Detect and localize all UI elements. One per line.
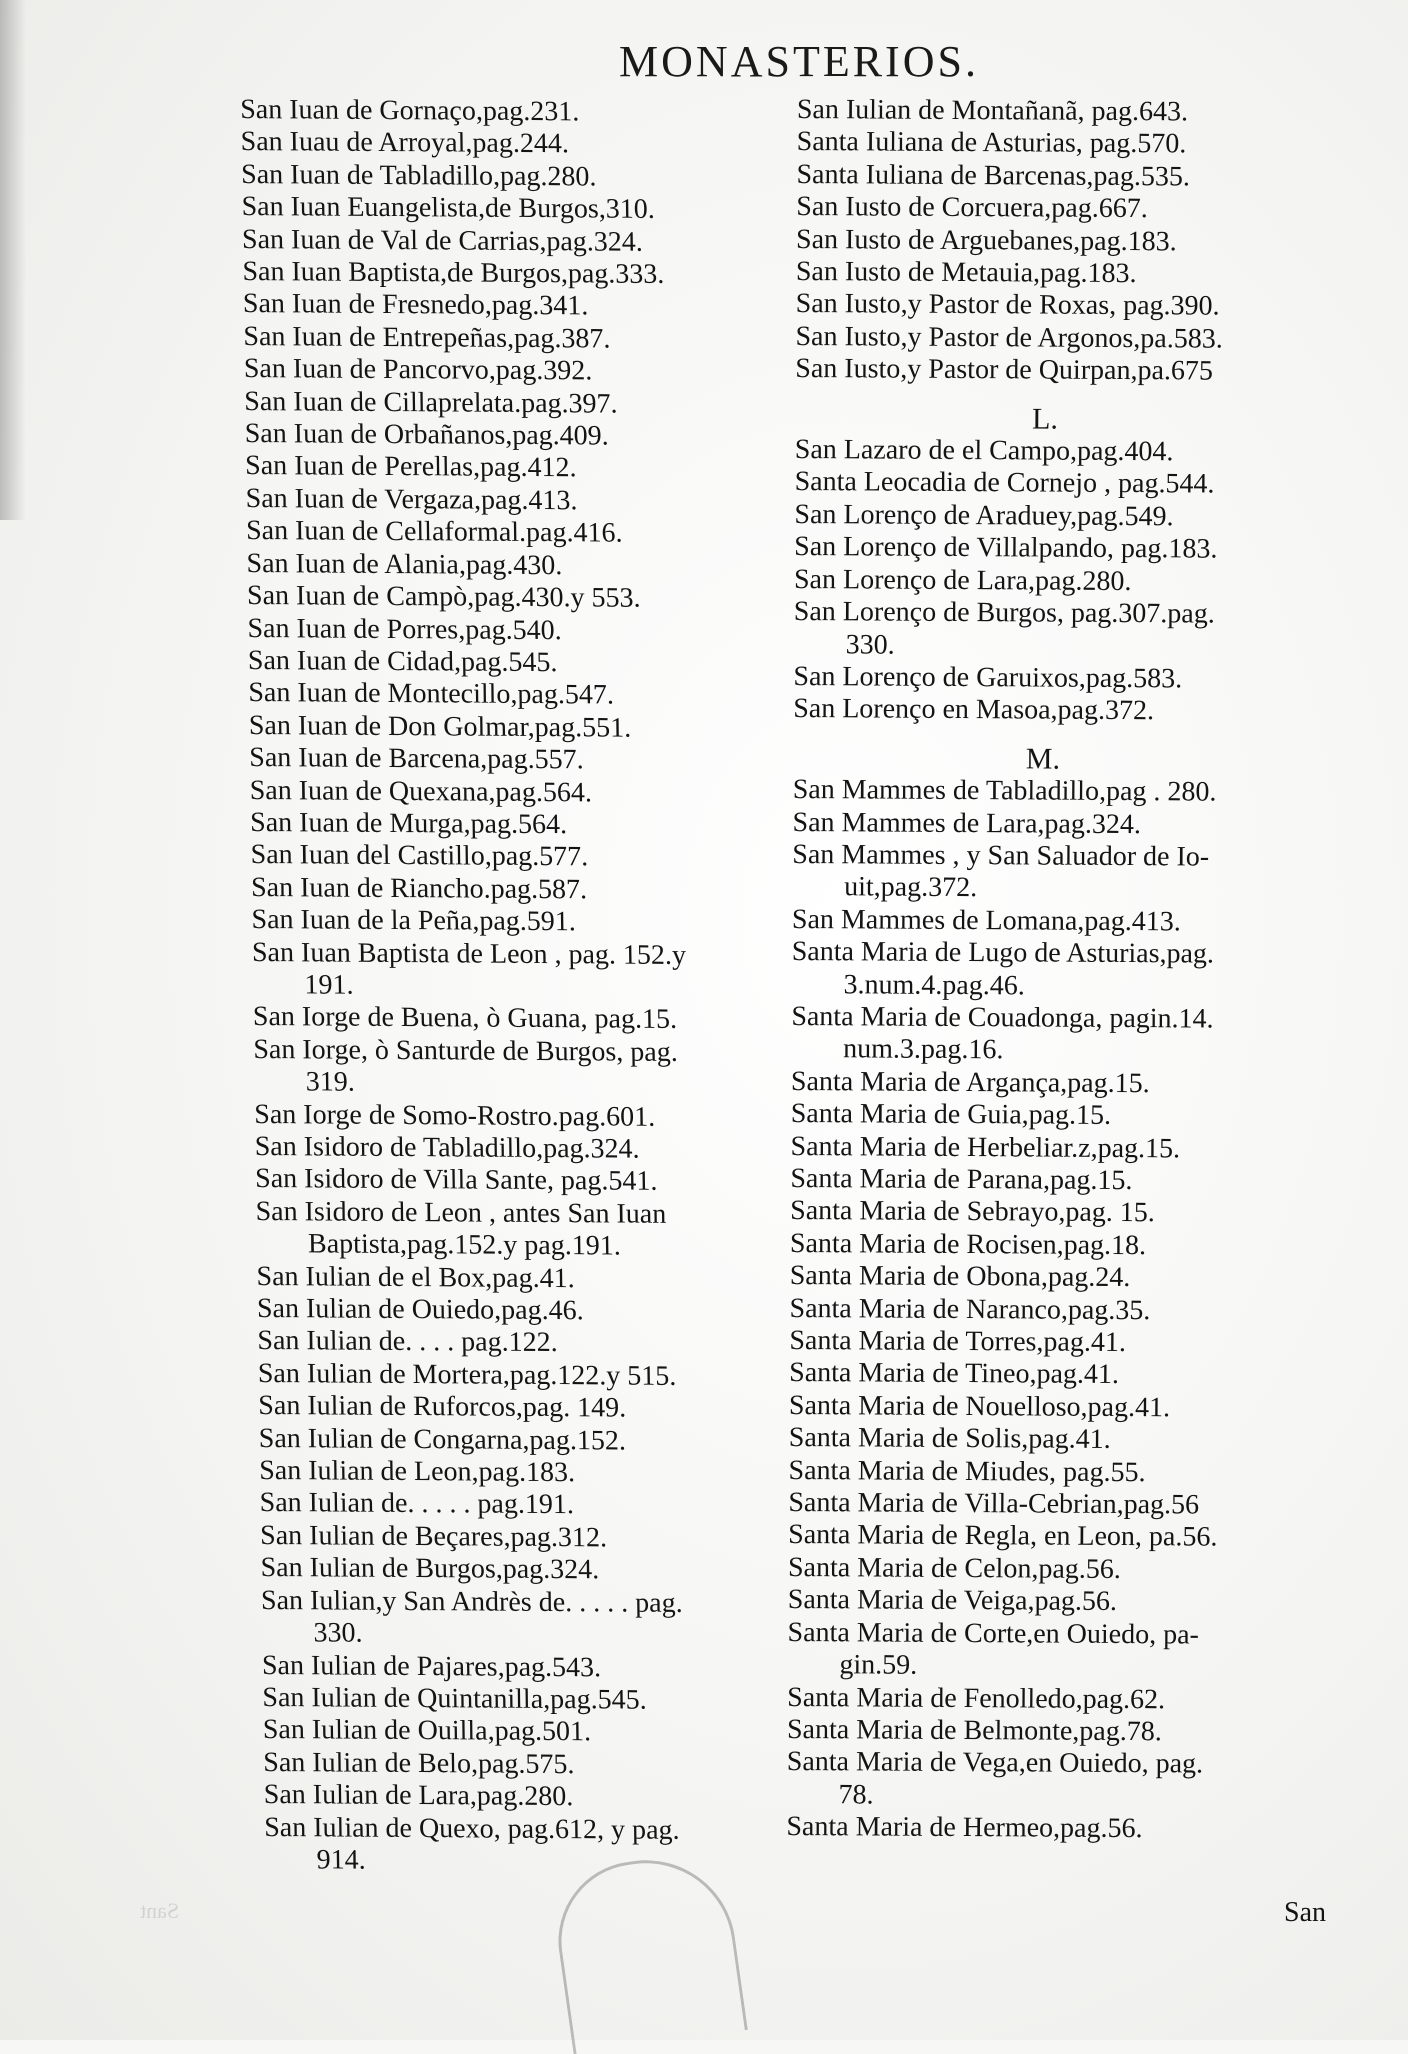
entry-continuation: 78. bbox=[838, 1779, 874, 1811]
index-entry bbox=[793, 774, 1293, 809]
index-entry bbox=[788, 1552, 1288, 1587]
index-entry bbox=[787, 1714, 1287, 1749]
entry-text: San Iulian de Congarna,pag.152. bbox=[258, 1422, 627, 1457]
entry-text: San Iuan de Barcena,pag.557. bbox=[249, 742, 584, 776]
entry-text: San Iusto de Corcuera,pag.667. bbox=[796, 191, 1148, 225]
index-entry bbox=[787, 1746, 1287, 1814]
index-entry bbox=[255, 1163, 689, 1198]
entry-text: San Iulian de Quintanilla,pag.545. bbox=[262, 1681, 647, 1716]
entry-text: San Iuan Euangelista,de Burgos,310. bbox=[241, 191, 656, 226]
index-entry bbox=[791, 1066, 1291, 1101]
index-entry bbox=[242, 256, 676, 291]
index-entry bbox=[249, 742, 683, 777]
right-index-column bbox=[786, 94, 1297, 1847]
entry-text: Santa Maria de Rocisen,pag.18. bbox=[789, 1227, 1147, 1261]
paper-damage-mark bbox=[548, 1849, 748, 2054]
index-entry bbox=[796, 256, 1296, 291]
index-entry bbox=[790, 1131, 1290, 1166]
entry-text: San Lorenço de Lara,pag.280. bbox=[793, 563, 1132, 597]
index-entry bbox=[790, 1228, 1290, 1263]
index-entry bbox=[247, 612, 681, 647]
index-entry bbox=[252, 937, 687, 1005]
index-entry bbox=[788, 1519, 1288, 1554]
index-entry bbox=[248, 645, 682, 680]
index-entry bbox=[254, 1131, 688, 1166]
index-entry bbox=[794, 499, 1294, 534]
entry-text: San Iulian de Ruforcos,pag. 149. bbox=[258, 1390, 627, 1424]
index-entry bbox=[260, 1552, 694, 1587]
entry-text: San Iulian de Montañanã, pag.643. bbox=[796, 94, 1189, 128]
entry-text: San Lorenço en Masoa,pag.372. bbox=[793, 693, 1155, 727]
index-entry bbox=[788, 1487, 1288, 1522]
index-entry bbox=[789, 1390, 1289, 1425]
entry-text: Santa Iuliana de Barcenas,pag.535. bbox=[796, 158, 1191, 193]
entry-text: San Iuan de Cillaprelata.pag.397. bbox=[244, 385, 618, 420]
entry-text: San Iuan de Perellas,pag.412. bbox=[244, 450, 577, 484]
entry-text: Santa Maria de Villa-Cebrian,pag.56 bbox=[788, 1487, 1200, 1521]
entry-text: Santa Maria de Argança,pag.15. bbox=[790, 1065, 1150, 1099]
index-entry bbox=[791, 1001, 1291, 1069]
entry-text: San Iuan de Cidad,pag.545. bbox=[247, 644, 558, 679]
index-entry bbox=[792, 839, 1292, 907]
index-entry bbox=[257, 1293, 691, 1328]
index-entry bbox=[786, 1811, 1286, 1846]
entry-text: San Iuan de Montecillo,pag.547. bbox=[248, 677, 615, 711]
index-entry bbox=[242, 224, 676, 259]
entry-text: Santa Maria de Guia,pag.15. bbox=[790, 1098, 1112, 1132]
entry-text: San Mammes , y San Saluador de Io- bbox=[792, 838, 1210, 873]
entry-text: San Iusto,y Pastor de Argonos,pa.583. bbox=[795, 320, 1223, 355]
entry-text: San Iulian de Leon,pag.183. bbox=[259, 1455, 576, 1489]
entry-text: San Iorge de Somo-Rostro.pag.601. bbox=[254, 1098, 656, 1133]
entry-text: San Iuan de Riancho.pag.587. bbox=[250, 871, 588, 906]
index-entry bbox=[241, 191, 675, 226]
entry-text: San Isidoro de Villa Sante, pag.541. bbox=[254, 1163, 658, 1198]
entry-continuation: 914. bbox=[316, 1844, 366, 1876]
entry-text: San Isidoro de Leon , antes San Iuan bbox=[255, 1195, 667, 1230]
entry-text: San Iuan de la Peña,pag.591. bbox=[251, 904, 577, 938]
entry-text: Santa Iuliana de Asturias, pag.570. bbox=[796, 126, 1187, 160]
entry-text: San Iuan de Don Golmar,pag.551. bbox=[248, 709, 632, 744]
index-entry bbox=[263, 1714, 697, 1749]
entry-text: San Iuan de Campò,pag.430.y 553. bbox=[246, 580, 641, 614]
entry-text: Santa Maria de Miudes, pag.55. bbox=[788, 1454, 1146, 1488]
entry-text: San Iuan del Castillo,pag.577. bbox=[250, 839, 589, 873]
entry-text: San Iulian de Lara,pag.280. bbox=[263, 1779, 574, 1813]
index-entry bbox=[244, 353, 678, 388]
index-entry bbox=[253, 1034, 688, 1102]
entry-text: Santa Maria de Fenolledo,pag.62. bbox=[787, 1681, 1166, 1715]
index-entry bbox=[788, 1455, 1288, 1490]
index-entry bbox=[796, 159, 1296, 194]
entry-continuation: Baptista,pag.152.y pag.191. bbox=[307, 1228, 621, 1262]
index-entry bbox=[243, 321, 677, 356]
index-entry bbox=[255, 1196, 690, 1264]
index-entry bbox=[250, 839, 684, 874]
entry-text: San Iulian de el Box,pag.41. bbox=[256, 1260, 575, 1294]
index-entry bbox=[243, 288, 677, 323]
entry-text: Santa Maria de Lugo de Asturias,pag. bbox=[791, 936, 1215, 970]
index-entry bbox=[787, 1681, 1287, 1716]
index-entry bbox=[262, 1682, 696, 1717]
entry-text: San Iuan de Murga,pag.564. bbox=[249, 806, 568, 841]
index-entry bbox=[259, 1455, 693, 1490]
entry-text: San Iuan de Cellaformal.pag.416. bbox=[245, 515, 623, 549]
entry-text: San Iuan de Vergaza,pag.413. bbox=[245, 482, 578, 517]
entry-text: San Iulian de Belo,pag.575. bbox=[263, 1746, 575, 1780]
index-entry bbox=[796, 288, 1296, 323]
entry-continuation: uit,pag.372. bbox=[844, 871, 978, 904]
bleed-through-text: Sant bbox=[140, 1898, 180, 1923]
index-entry bbox=[249, 710, 683, 745]
entry-text: Santa Maria de Celon,pag.56. bbox=[787, 1551, 1121, 1585]
index-entry bbox=[248, 677, 682, 712]
entry-text: Santa Maria de Torres,pag.41. bbox=[789, 1325, 1127, 1359]
index-entry bbox=[240, 126, 674, 161]
index-entry bbox=[790, 1260, 1290, 1295]
index-entry bbox=[251, 872, 685, 907]
index-entry bbox=[244, 386, 678, 421]
entry-text: Santa Maria de Belmonte,pag.78. bbox=[786, 1713, 1162, 1748]
index-entry bbox=[789, 1293, 1289, 1328]
index-group-m bbox=[786, 774, 1293, 1846]
entry-text: San Mammes de Tabladillo,pag . 280. bbox=[792, 774, 1217, 808]
index-entry bbox=[788, 1584, 1288, 1619]
index-entry bbox=[791, 1098, 1291, 1133]
entry-text: Santa Maria de Tineo,pag.41. bbox=[789, 1357, 1120, 1391]
entry-text: San Iuan de Orbañanos,pag.409. bbox=[244, 418, 609, 452]
entry-text: San Iusto de Metauia,pag.183. bbox=[795, 256, 1137, 290]
entry-continuation: gin.59. bbox=[839, 1649, 918, 1681]
entry-text: San Iusto,y Pastor de Roxas, pag.390. bbox=[795, 288, 1220, 323]
entry-continuation: num.3.pag.16. bbox=[843, 1033, 1004, 1066]
index-entry bbox=[796, 224, 1296, 259]
entry-text: San Iuan de Val de Carrias,pag.324. bbox=[241, 223, 644, 258]
index-entry bbox=[257, 1325, 691, 1360]
index-entry bbox=[795, 466, 1295, 501]
catchword: San bbox=[1284, 1897, 1326, 1928]
entry-text: San Iulian de Ouilla,pag.501. bbox=[262, 1714, 592, 1748]
index-entry bbox=[794, 531, 1294, 566]
entry-text: San Iulian de Mortera,pag.122.y 515. bbox=[257, 1357, 677, 1392]
running-header: MONASTERIOS. bbox=[619, 37, 979, 86]
index-entry bbox=[790, 1195, 1290, 1230]
entry-text: Santa Maria de Nouelloso,pag.41. bbox=[788, 1389, 1171, 1424]
index-entry bbox=[795, 321, 1295, 356]
index-entry bbox=[241, 159, 675, 194]
entry-text: San Iorge, ò Santurde de Burgos, pag. bbox=[253, 1033, 678, 1068]
entry-text: Santa Maria de Corte,en Ouiedo, pa- bbox=[787, 1616, 1200, 1651]
entry-text: San Lorenço de Villalpando, pag.183. bbox=[794, 531, 1218, 565]
index-entry bbox=[797, 126, 1297, 161]
index-entry bbox=[264, 1811, 699, 1879]
entry-text: San Lorenço de Garuixos,pag.583. bbox=[793, 660, 1183, 695]
entry-text: San Mammes de Lomana,pag.413. bbox=[791, 903, 1181, 938]
index-entry bbox=[250, 807, 684, 842]
index-entry bbox=[792, 904, 1292, 939]
index-entry bbox=[245, 450, 679, 485]
index-entry bbox=[262, 1649, 696, 1684]
entry-text: San Mammes de Lara,pag.324. bbox=[792, 806, 1142, 840]
index-entry bbox=[246, 548, 680, 583]
entry-text: Santa Maria de Hermeo,pag.56. bbox=[786, 1811, 1143, 1845]
index-entry bbox=[793, 693, 1293, 728]
index-entry bbox=[792, 807, 1292, 842]
index-entry bbox=[796, 191, 1296, 226]
index-group-l bbox=[793, 434, 1295, 729]
index-entry bbox=[261, 1585, 696, 1653]
entry-text: San Iuan de Quexana,pag.564. bbox=[249, 774, 593, 808]
entry-text: Santa Maria de Couadonga, pagin.14. bbox=[791, 1000, 1214, 1035]
index-entry bbox=[247, 580, 681, 615]
entry-text: San Iulian de Burgos,pag.324. bbox=[260, 1552, 600, 1586]
entry-continuation: 319. bbox=[305, 1066, 356, 1098]
index-entry bbox=[260, 1520, 694, 1555]
index-entry bbox=[253, 1001, 687, 1036]
index-entry bbox=[797, 94, 1297, 129]
entry-text: San Lorenço de Burgos, pag.307.pag. bbox=[793, 596, 1215, 630]
entry-text: Santa Maria de Herbeliar.z,pag.15. bbox=[790, 1130, 1181, 1164]
entry-text: San Lorenço de Araduey,pag.549. bbox=[794, 498, 1174, 533]
index-entry bbox=[795, 353, 1295, 388]
entry-text: Santa Leocadia de Cornejo , pag.544. bbox=[794, 466, 1215, 501]
index-entry bbox=[256, 1261, 690, 1296]
entry-text: Santa Maria de Vega,en Ouiedo, pag. bbox=[786, 1746, 1204, 1780]
index-entry bbox=[251, 904, 685, 939]
entry-text: San Iuan de Gornaço,pag.231. bbox=[240, 94, 580, 128]
entry-continuation: 191. bbox=[304, 969, 354, 1001]
entry-text: Santa Maria de Regla, en Leon, pa.56. bbox=[788, 1519, 1218, 1554]
index-entry bbox=[246, 515, 680, 550]
section-letter-m: M. bbox=[1025, 742, 1061, 776]
index-entry bbox=[264, 1779, 698, 1814]
entry-text: San Iulian de Pajares,pag.543. bbox=[261, 1649, 602, 1683]
index-entry bbox=[250, 775, 684, 810]
entry-text: Santa Maria de Obona,pag.24. bbox=[789, 1260, 1131, 1294]
index-entry bbox=[240, 94, 674, 129]
index-entry bbox=[789, 1357, 1289, 1392]
index-entry bbox=[245, 483, 679, 518]
entry-text: San Iuan Baptista de Leon , pag. 152.y bbox=[251, 936, 687, 971]
entry-text: Santa Maria de Naranco,pag.35. bbox=[789, 1292, 1151, 1326]
entry-text: Santa Maria de Sebrayo,pag. 15. bbox=[790, 1195, 1155, 1229]
index-entry bbox=[794, 596, 1294, 664]
section-letter-l: L. bbox=[1031, 402, 1059, 436]
entry-text: San Iuan Baptista,de Burgos,pag.333. bbox=[242, 256, 665, 290]
entry-text: San Iuan de Fresnedo,pag.341. bbox=[242, 288, 589, 322]
index-entry bbox=[259, 1487, 693, 1522]
entry-text: San Lazaro de el Campo,pag.404. bbox=[794, 434, 1174, 468]
index-entry bbox=[790, 1163, 1290, 1198]
left-index-column bbox=[240, 94, 699, 1879]
entry-text: San Iuau de Arroyal,pag.244. bbox=[240, 126, 570, 160]
entry-text: Santa Maria de Solis,pag.41. bbox=[788, 1422, 1111, 1456]
entry-text: Santa Maria de Parana,pag.15. bbox=[790, 1162, 1133, 1197]
entry-text: San Iuan de Pancorvo,pag.392. bbox=[243, 353, 593, 387]
index-entry bbox=[258, 1390, 692, 1425]
entry-text: Santa Maria de Veiga,pag.56. bbox=[787, 1584, 1118, 1618]
entry-continuation: 330. bbox=[313, 1617, 363, 1649]
entry-text: San Iusto de Arguebanes,pag.183. bbox=[796, 223, 1177, 257]
entry-text: San Iulian de Beçares,pag.312. bbox=[259, 1519, 608, 1554]
index-entry bbox=[793, 661, 1293, 696]
index-entry bbox=[794, 564, 1294, 599]
entry-continuation: 3.num.4.pag.46. bbox=[843, 968, 1025, 1001]
entry-text: San Iusto,y Pastor de Quirpan,pa.675 bbox=[795, 353, 1214, 387]
index-entry bbox=[789, 1422, 1289, 1457]
entry-text: San Iulian de. . . . pag.122. bbox=[257, 1325, 558, 1359]
index-entry bbox=[263, 1747, 697, 1782]
index-entry bbox=[787, 1617, 1287, 1685]
entry-text: San Iuan de Porres,pag.540. bbox=[247, 612, 562, 646]
entry-text: San Iulian de. . . . . pag.191. bbox=[259, 1487, 575, 1521]
entry-text: San Iulian de Quexo, pag.612, y pag. bbox=[263, 1811, 680, 1846]
index-entry bbox=[258, 1358, 692, 1393]
entry-text: San Isidoro de Tabladillo,pag.324. bbox=[254, 1130, 640, 1165]
entry-text: San Iorge de Buena, ò Guana, pag.15. bbox=[252, 1001, 678, 1036]
index-entry bbox=[259, 1423, 693, 1458]
entry-text: San Iulian de Ouiedo,pag.46. bbox=[256, 1293, 584, 1327]
index-entry bbox=[789, 1325, 1289, 1360]
index-entry bbox=[245, 418, 679, 453]
entry-continuation: 330. bbox=[845, 628, 895, 661]
entry-text: San Iulian,y San Andrès de. . . . . pag. bbox=[260, 1584, 683, 1619]
entry-text: San Iuan de Tabladillo,pag.280. bbox=[240, 158, 597, 193]
index-entry bbox=[791, 936, 1291, 1004]
entry-text: San Iuan de Alania,pag.430. bbox=[246, 547, 563, 581]
index-group-i bbox=[795, 94, 1297, 389]
entry-text: San Iuan de Entrepeñas,pag.387. bbox=[243, 320, 611, 355]
index-entry bbox=[254, 1099, 688, 1134]
index-entry bbox=[795, 434, 1295, 469]
